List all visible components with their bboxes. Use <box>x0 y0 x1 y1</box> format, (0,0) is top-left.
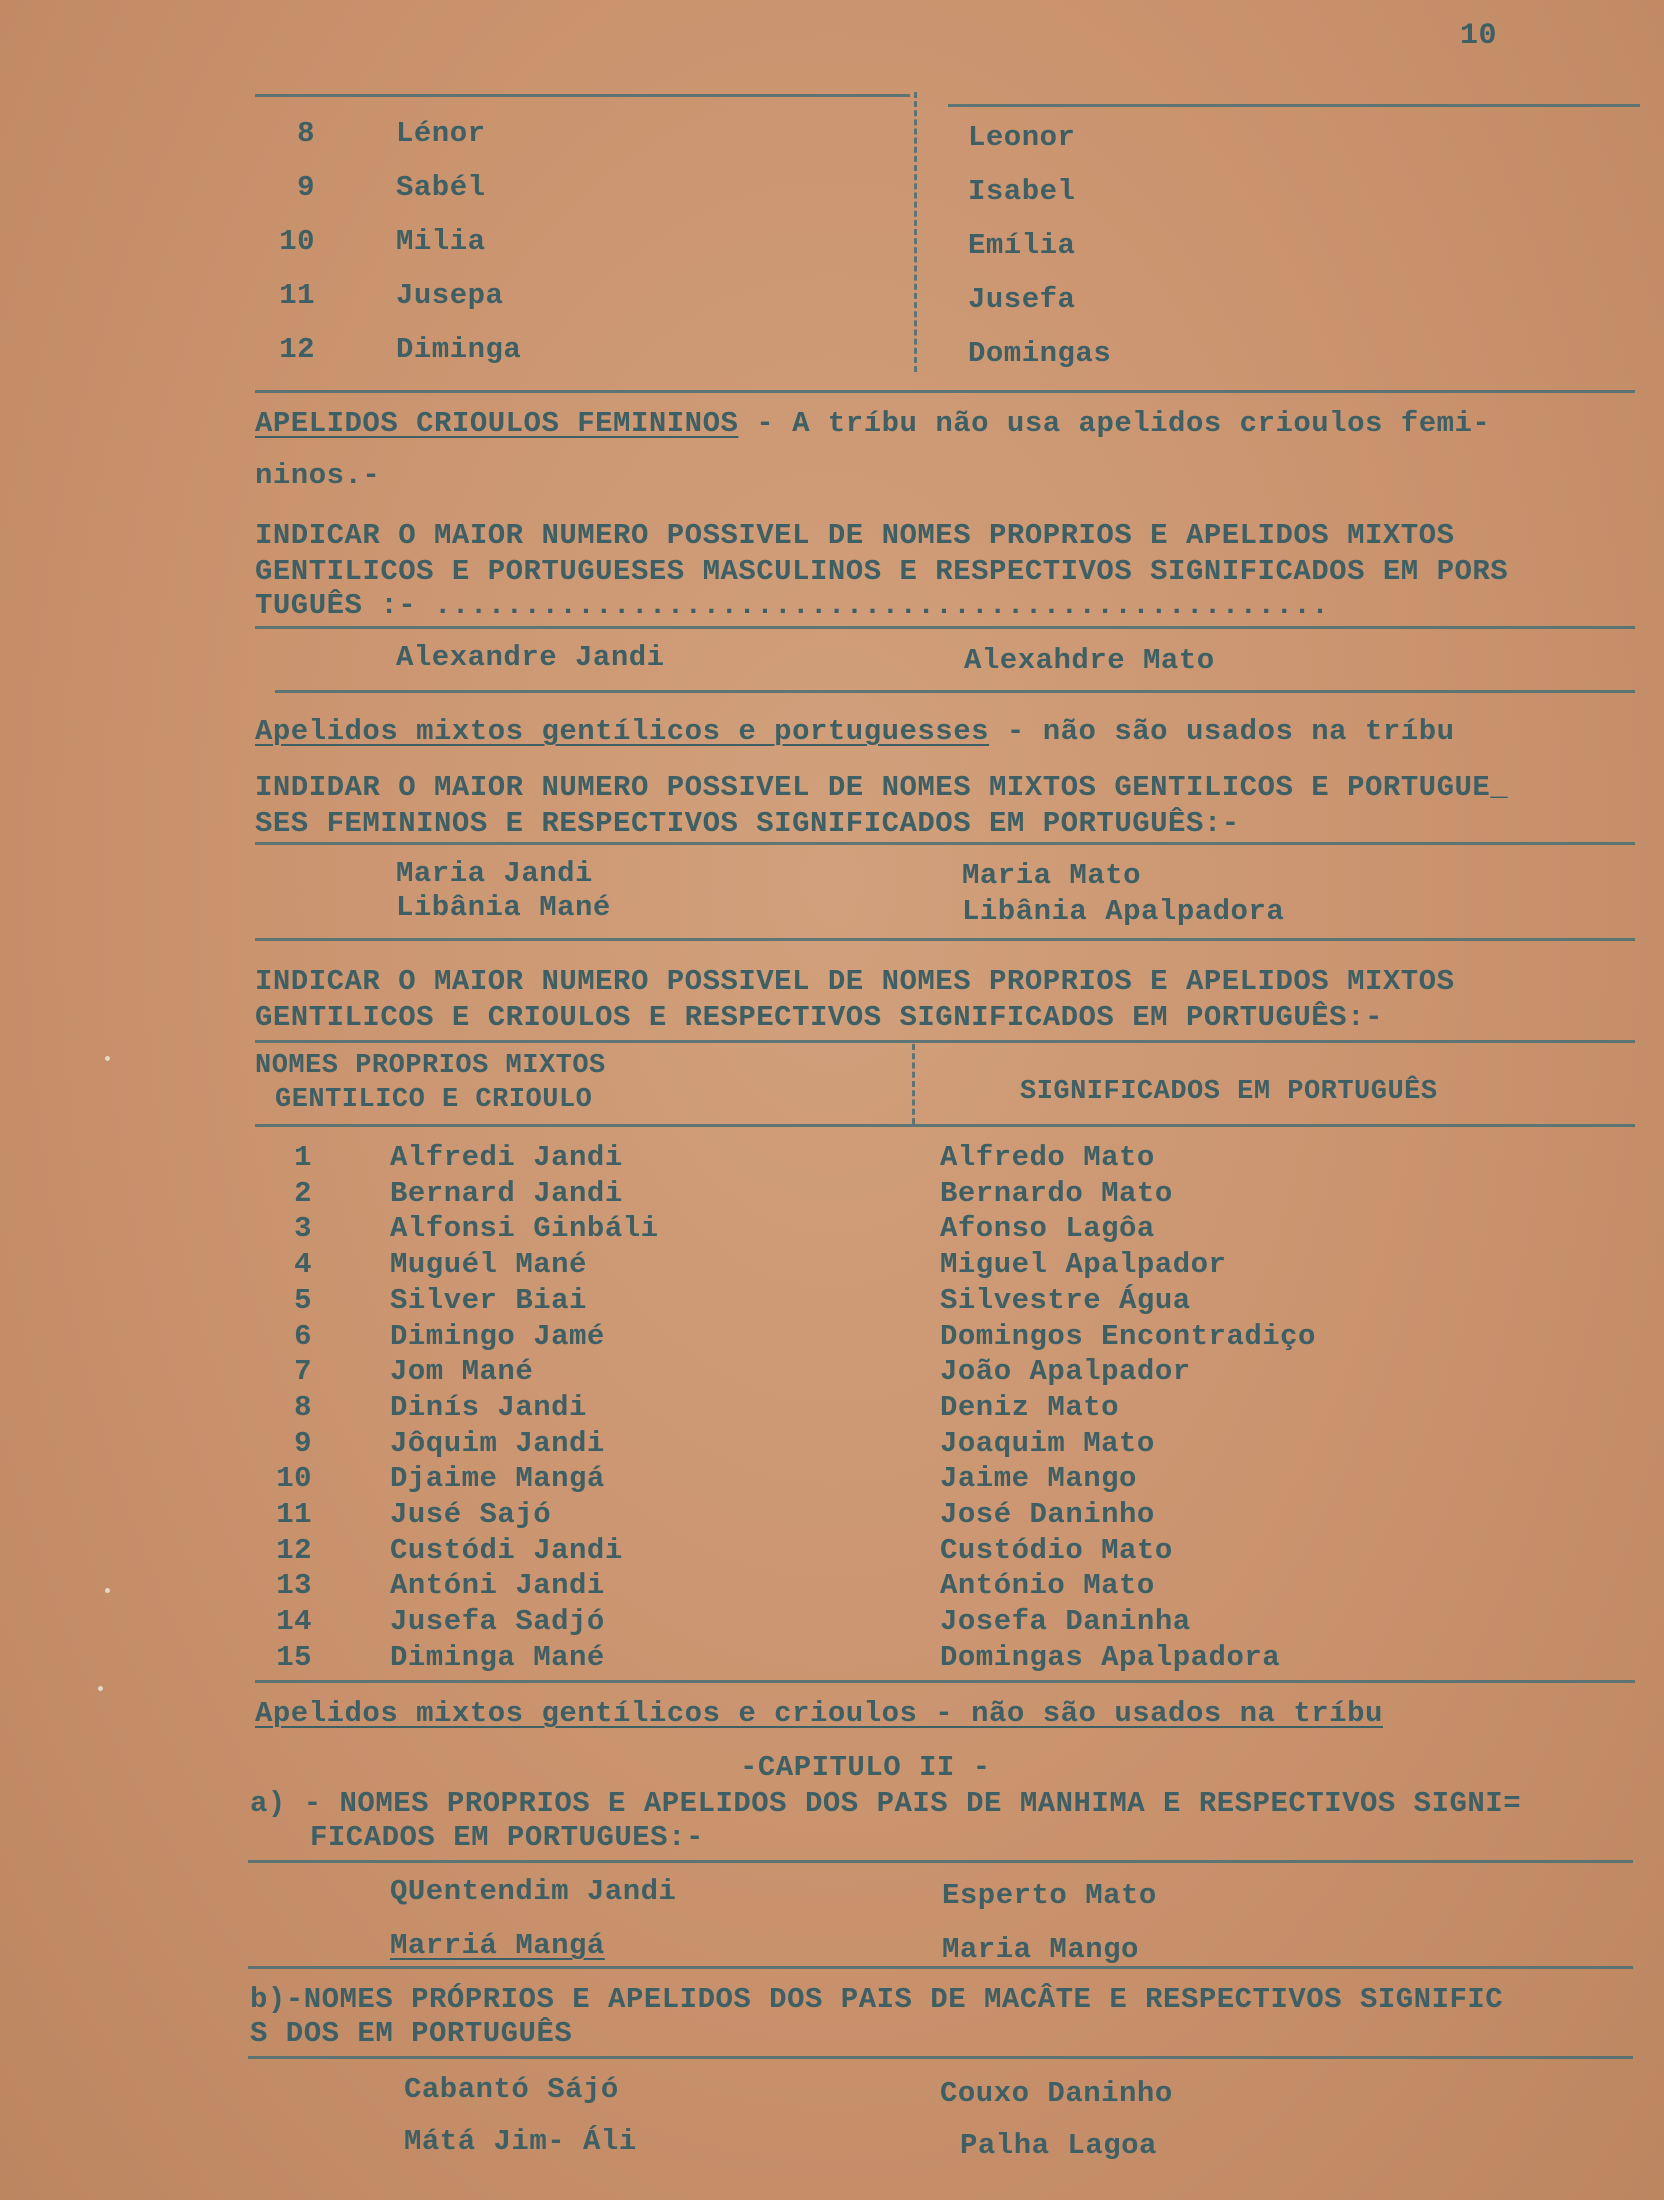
mixed-name: Bernard Jandi <box>390 1177 623 1210</box>
mixed-name: Silver Biai <box>390 1284 587 1317</box>
row-number: 8 <box>297 117 315 150</box>
mixed-name: Jom Mané <box>390 1355 534 1388</box>
divider <box>255 938 1635 941</box>
mixed-meaning: Joaquim Mato <box>940 1427 1155 1460</box>
punch-hole <box>105 1588 110 1593</box>
divider <box>275 690 1635 693</box>
row-number: 10 <box>279 225 315 258</box>
divider <box>255 842 1635 845</box>
mixed-name: Dimingo Jamé <box>390 1320 605 1353</box>
mixed-name: Alexandre Jandi <box>396 641 665 674</box>
divider <box>248 1966 1633 1969</box>
divider <box>255 390 1635 393</box>
portuguese-name: Emília <box>968 229 1076 262</box>
mixed-name: Libânia Mané <box>396 891 611 924</box>
mixed-meaning: José Daninho <box>940 1498 1155 1531</box>
row-number: 7 <box>294 1355 312 1388</box>
mixed-name: Djaime Mangá <box>390 1462 605 1495</box>
mixed-meaning: António Mato <box>940 1569 1155 1602</box>
row-number: 8 <box>294 1391 312 1424</box>
parent-name: Mátá Jim- Áli <box>404 2125 637 2158</box>
divider <box>255 1124 1635 1127</box>
mixed-meaning: Libânia Apalpadora <box>962 895 1285 928</box>
instruction-line: SES FEMININOS E RESPECTIVOS SIGNIFICADOS EM PORTUGUÊS:- <box>255 807 1240 840</box>
row-number: 14 <box>276 1605 312 1638</box>
row-number: 12 <box>279 333 315 366</box>
instruction-line: INDICAR O MAIOR NUMERO POSSIVEL DE NOMES PROPRIOS E APELIDOS MIXTOS <box>255 965 1455 998</box>
instruction-line: a) - NOMES PROPRIOS E APELIDOS DOS PAIS DE MANHIMA E RESPECTIVOS SIGNI= <box>250 1787 1522 1820</box>
mixed-meaning: Deniz Mato <box>940 1391 1120 1424</box>
divider <box>948 104 1640 107</box>
parent-meaning: Esperto Mato <box>942 1879 1157 1912</box>
section-title: Apelidos mixtos gentílicos e crioulos - não são usados na tríbu <box>255 1697 1383 1730</box>
divider <box>248 2056 1633 2059</box>
mixed-meaning: Bernardo Mato <box>940 1177 1173 1210</box>
mixed-meaning: Silvestre Água <box>940 1284 1191 1317</box>
mixed-meaning: Miguel Apalpador <box>940 1248 1227 1281</box>
parent-meaning: Maria Mango <box>942 1933 1139 1966</box>
paragraph <box>255 716 1455 748</box>
mixed-meaning: Custódio Mato <box>940 1534 1173 1567</box>
native-name: Sabél <box>396 171 486 204</box>
portuguese-name: Leonor <box>968 121 1076 154</box>
instruction-line: S DOS EM PORTUGUÊS <box>250 2017 573 2050</box>
mixed-name: Jusé Sajó <box>390 1498 552 1531</box>
mixed-name: Jôquim Jandi <box>390 1427 605 1460</box>
row-number: 3 <box>294 1212 312 1245</box>
instruction-line: GENTILICOS E PORTUGUESES MASCULINOS E RESPECTIVOS SIGNIFICADOS EM PORS <box>255 555 1509 588</box>
native-name: Milia <box>396 225 486 258</box>
row-number: 6 <box>294 1320 312 1353</box>
divider <box>248 1860 1633 1863</box>
mixed-name: Diminga Mané <box>390 1641 605 1674</box>
parent-meaning: Palha Lagoa <box>960 2129 1157 2162</box>
section-title: APELIDOS CRIOULOS FEMININOS <box>255 407 739 440</box>
section-text: - não são usados na tríbu <box>989 715 1455 748</box>
mixed-name: Antóni Jandi <box>390 1569 605 1602</box>
native-name: Jusepa <box>396 279 504 312</box>
row-number: 10 <box>276 1462 312 1495</box>
portuguese-name: Domingas <box>968 337 1112 370</box>
mixed-meaning: Josefa Daninha <box>940 1605 1191 1638</box>
native-name: Diminga <box>396 333 522 366</box>
column-header-name-line2: GENTILICO E CRIOULO <box>275 1085 593 1115</box>
divider <box>255 1040 1635 1043</box>
section-title: Apelidos mixtos gentílicos e portuguesses <box>255 715 990 748</box>
parent-name: Marriá Mangá <box>390 1929 605 1962</box>
portuguese-name: Jusefa <box>968 283 1076 316</box>
column-divider <box>912 1044 917 1124</box>
mixed-name: Maria Jandi <box>396 857 593 890</box>
mixed-meaning: Alfredo Mato <box>940 1141 1155 1174</box>
mixed-meaning: Afonso Lagôa <box>940 1212 1155 1245</box>
parent-name: QUentendim Jandi <box>390 1875 677 1908</box>
mixed-meaning: Jaime Mango <box>940 1462 1137 1495</box>
mixed-name: Alfonsi Ginbáli <box>390 1212 659 1245</box>
instruction-line: INDICAR O MAIOR NUMERO POSSIVEL DE NOMES PROPRIOS E APELIDOS MIXTOS <box>255 519 1455 552</box>
divider <box>255 1680 1635 1683</box>
column-header-name-line1: NOMES PROPRIOS MIXTOS <box>255 1051 606 1081</box>
mixed-meaning: Maria Mato <box>962 859 1142 892</box>
page-number: 10 <box>1460 19 1498 53</box>
native-name: Lénor <box>396 117 486 150</box>
row-number: 12 <box>276 1534 312 1567</box>
paragraph <box>255 1698 1383 1730</box>
parent-name: Cabantó Sájó <box>404 2073 619 2106</box>
row-number: 11 <box>279 279 315 312</box>
paragraph <box>255 408 1490 440</box>
row-number: 1 <box>294 1141 312 1174</box>
mixed-meaning: Domingas Apalpadora <box>940 1641 1281 1674</box>
row-number: 13 <box>276 1569 312 1602</box>
instruction-line: INDIDAR O MAIOR NUMERO POSSIVEL DE NOMES MIXTOS GENTILICOS E PORTUGUE_ <box>255 771 1509 804</box>
mixed-meaning: Domingos Encontradiço <box>940 1320 1316 1353</box>
row-number: 5 <box>294 1284 312 1317</box>
mixed-name: Alfredi Jandi <box>390 1141 623 1174</box>
instruction-line: GENTILICOS E CRIOULOS E RESPECTIVOS SIGNIFICADOS EM PORTUGUÊS:- <box>255 1001 1383 1034</box>
instruction-line: b)-NOMES PRÓPRIOS E APELIDOS DOS PAIS DE MACÂTE E RESPECTIVOS SIGNIFIC <box>250 1983 1504 2016</box>
parent-meaning: Couxo Daninho <box>940 2077 1173 2110</box>
row-number: 15 <box>276 1641 312 1674</box>
divider <box>255 94 910 97</box>
instruction-line: TUGUÊS :- .................................................. <box>255 589 1330 622</box>
chapter-title: -CAPITULO II - <box>740 1751 991 1784</box>
column-divider <box>914 92 919 372</box>
divider <box>255 626 1635 629</box>
mixed-name: Jusefa Sadjó <box>390 1605 605 1638</box>
portuguese-name: Isabel <box>968 175 1076 208</box>
mixed-name: Dinís Jandi <box>390 1391 587 1424</box>
row-number: 11 <box>276 1498 312 1531</box>
row-number: 9 <box>294 1427 312 1460</box>
mixed-meaning: Alexahdre Mato <box>964 644 1215 677</box>
mixed-meaning: João Apalpador <box>940 1355 1191 1388</box>
section-text: - A tríbu não usa apelidos crioulos femi- <box>738 407 1491 440</box>
punch-hole <box>98 1686 103 1691</box>
punch-hole <box>105 1056 110 1061</box>
mixed-name: Custódi Jandi <box>390 1534 623 1567</box>
mixed-name: Muguél Mané <box>390 1248 587 1281</box>
row-number: 4 <box>294 1248 312 1281</box>
paragraph-cont: ninos.- <box>255 459 381 492</box>
row-number: 2 <box>294 1177 312 1210</box>
column-header-meaning: SIGNIFICADOS EM PORTUGUÊS <box>1020 1077 1438 1107</box>
instruction-line: FICADOS EM PORTUGUES:- <box>310 1821 704 1854</box>
row-number: 9 <box>297 171 315 204</box>
